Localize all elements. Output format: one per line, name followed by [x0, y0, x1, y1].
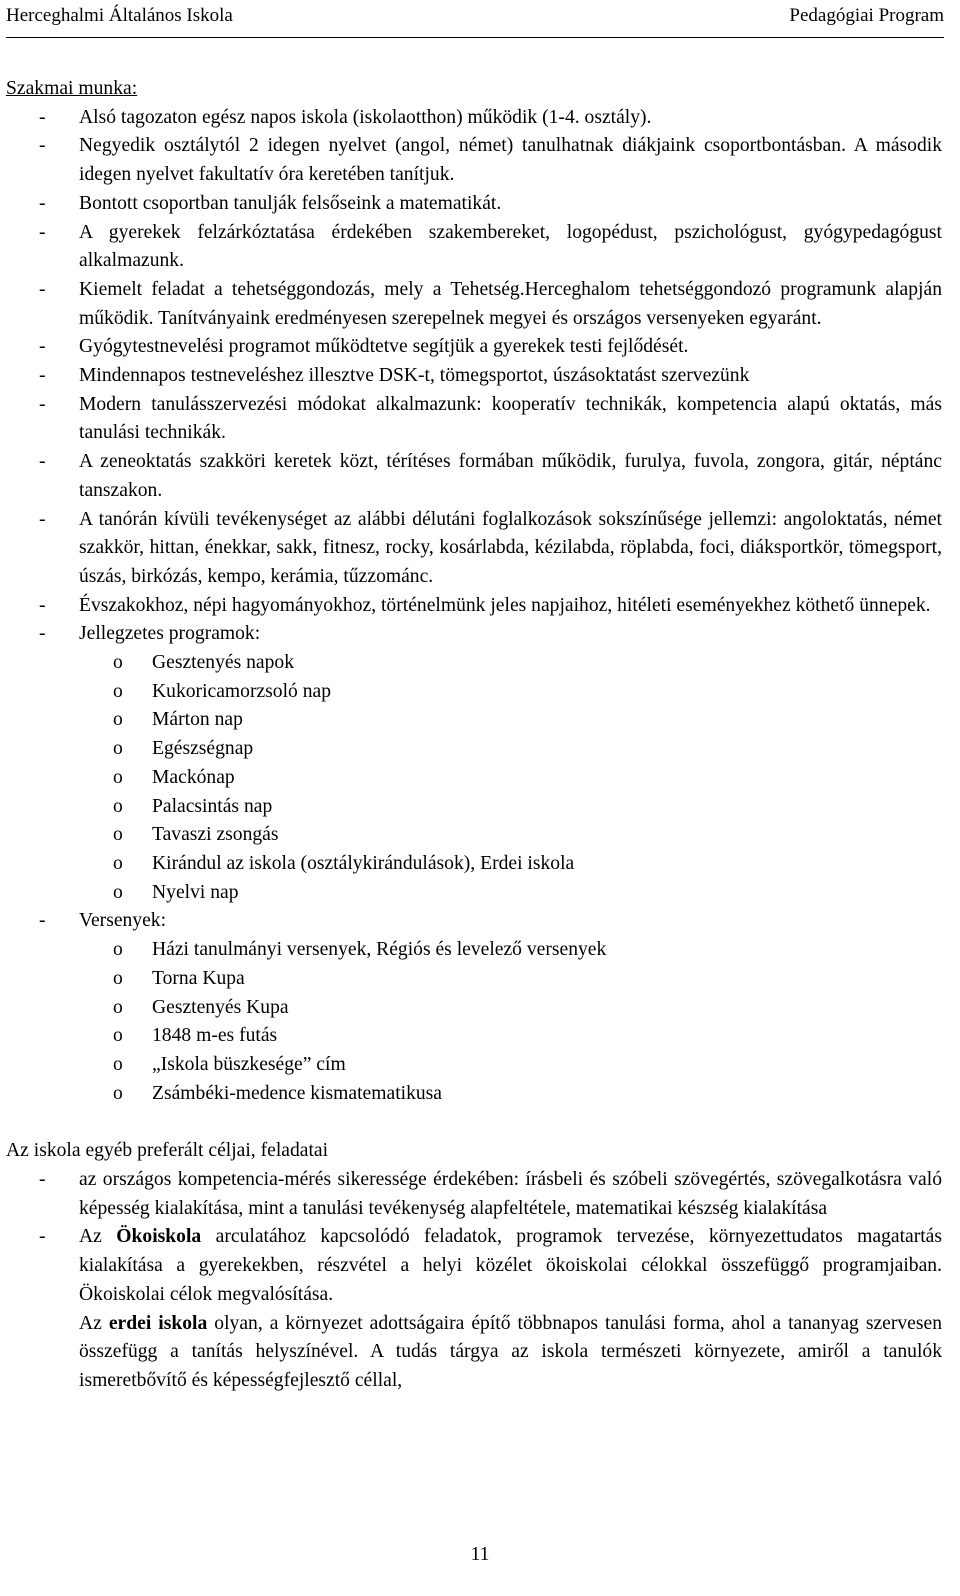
sub-list-item	[79, 850, 942, 879]
header-divider	[6, 37, 944, 38]
competitions-list	[6, 936, 942, 1108]
sub-list-item	[79, 649, 942, 678]
list-item	[6, 132, 942, 189]
list-item-text: Alsó tagozaton egész napos iskola (iskolaotthon) működik (1-4. osztály).	[79, 106, 652, 128]
section-title-other-goals: Az iskola egyéb preferált céljai, feladatai	[6, 1140, 329, 1162]
program-name: Egészségnap	[152, 738, 254, 760]
dash-bullet: -	[39, 1226, 46, 1248]
sub-list-item	[79, 678, 942, 707]
circle-bullet: o	[113, 652, 123, 674]
section-spacer	[6, 1108, 942, 1137]
list-item-text: Gyógytestnevelési programot működtetve segítjük a gyerekek testi fejlődését.	[79, 336, 689, 358]
dash-bullet: -	[39, 1169, 46, 1191]
sub-list-item	[79, 793, 942, 822]
forest-school-term: erdei iskola	[108, 1312, 208, 1334]
program-name: Márton nap	[152, 709, 243, 731]
competitions-label: Versenyek:	[79, 910, 167, 932]
sub-list-item	[79, 735, 942, 764]
program-name: Kirándul az iskola (osztálykirándulások), Erdei iskola	[152, 852, 575, 874]
sub-list-item	[79, 764, 942, 793]
competition-name: Házi tanulmányi versenyek, Régiós és levelező versenyek	[152, 939, 607, 961]
page-header	[6, 5, 944, 31]
list-item-text: A zeneoktatás szakköri keretek közt, térítéses formában működik, furulya, fuvola, zongora, gitár, néptánc tanszakon.	[79, 451, 942, 501]
circle-bullet: o	[113, 1082, 123, 1104]
paragraph-text-pre: Az	[79, 1312, 109, 1334]
circle-bullet: o	[113, 824, 123, 846]
dash-bullet: -	[39, 278, 46, 300]
competition-name: Zsámbéki-medence kismatematikusa	[152, 1082, 442, 1104]
paragraph-text-post: olyan, a környezet adottságaira építő többnapos tanulási forma, ahol a tananyag szervesen összefügg a tanítás helyszínével. A tudás tárgya az iskola természeti környezete, amiről a tanulók ismeretbővítő és képességfejlesztő céllal,	[79, 1312, 942, 1391]
dash-bullet: -	[39, 135, 46, 157]
list-item	[6, 276, 942, 333]
circle-bullet: o	[113, 996, 123, 1018]
list-item	[6, 333, 942, 362]
competitions-heading-list	[6, 907, 942, 936]
sub-list-item	[79, 1080, 942, 1109]
section-title-professional-work: Szakmai munka:	[6, 78, 138, 99]
circle-bullet: o	[113, 709, 123, 731]
list-item	[6, 1223, 942, 1309]
sub-list-item	[79, 1051, 942, 1080]
list-item	[6, 592, 942, 621]
sub-list-item	[79, 706, 942, 735]
list-item	[6, 104, 942, 133]
program-name: Nyelvi nap	[152, 881, 239, 903]
list-item-competitions	[6, 907, 942, 936]
professional-work-list	[6, 104, 942, 649]
list-item-text: Évszakokhoz, népi hagyományokhoz, történelmünk jeles napjaihoz, hitéleti eseményekhez köthető ünnepek.	[79, 594, 931, 616]
sub-list-item	[79, 821, 942, 850]
list-item	[6, 362, 942, 391]
dash-bullet: -	[39, 508, 46, 530]
header-school-name: Herceghalmi Általános Iskola	[6, 5, 233, 26]
list-item	[6, 506, 942, 592]
program-name: Palacsintás nap	[152, 795, 273, 817]
dash-bullet: -	[39, 365, 46, 387]
dash-bullet: -	[39, 594, 46, 616]
dash-bullet: -	[39, 910, 46, 932]
circle-bullet: o	[113, 1025, 123, 1047]
sub-list-item	[79, 936, 942, 965]
list-item-text: az országos kompetencia-mérés sikeressége érdekében: írásbeli és szóbeli szövegértés, szövegalkotásra való képesség kialakítása, mint a tanulási tevékenység alapfeltétele, matematikai készség kialakítása	[79, 1169, 942, 1219]
competition-name: Torna Kupa	[152, 967, 245, 989]
list-item	[6, 219, 942, 276]
list-item-text-post: arculatához kapcsolódó feladatok, programok tervezése, környezettudatos magatartás kialakítása a gyerekekben, részvétel a helyi közélet ökoiskolai célokkal összefüggő programjaiban. Ökoiskolai célok megvalósítása.	[79, 1226, 943, 1305]
sub-list-item	[79, 965, 942, 994]
programs-label: Jellegzetes programok:	[79, 623, 261, 645]
dash-bullet: -	[39, 221, 46, 243]
list-item	[6, 448, 942, 505]
list-item-text: A gyerekek felzárkóztatása érdekében szakembereket, logopédust, pszichológust, gyógypedagógust alkalmazunk.	[79, 221, 942, 272]
sub-list-item	[79, 1022, 942, 1051]
dash-bullet: -	[39, 106, 46, 128]
circle-bullet: o	[113, 1053, 123, 1075]
dash-bullet: -	[39, 393, 46, 415]
competition-name: 1848 m-es futás	[152, 1025, 278, 1047]
program-name: Mackónap	[152, 766, 235, 788]
dash-bullet: -	[39, 623, 46, 645]
circle-bullet: o	[113, 881, 123, 903]
page-content	[6, 75, 942, 1396]
list-item-text: Bontott csoportban tanulják felsőseink a matematikát.	[79, 192, 502, 214]
page-number: 11	[470, 1544, 490, 1565]
dash-bullet: -	[39, 192, 46, 214]
list-item-text: Negyedik osztálytól 2 idegen nyelvet (angol, német) tanulhatnak diákjaink csoportbontásban. A második idegen nyelvet fakultatív óra keretében tanítjuk.	[79, 135, 942, 186]
circle-bullet: o	[113, 680, 123, 702]
competition-name: Gesztenyés Kupa	[152, 996, 289, 1018]
circle-bullet: o	[113, 967, 123, 989]
list-item	[6, 1166, 942, 1223]
program-name: Tavaszi zsongás	[152, 824, 279, 846]
circle-bullet: o	[113, 852, 123, 874]
header-document-title: Pedagógiai Program	[789, 5, 944, 26]
other-goals-list	[6, 1166, 942, 1310]
list-item-text: Mindennapos testneveléshez illesztve DSK-t, tömegsportot, úszásoktatást szervezünk	[79, 365, 750, 387]
list-item	[6, 190, 942, 219]
program-name: Gesztenyés napok	[152, 652, 295, 674]
circle-bullet: o	[113, 939, 123, 961]
circle-bullet: o	[113, 766, 123, 788]
list-item-programs	[6, 620, 942, 649]
eco-school-term: Ökoiskola	[116, 1226, 202, 1248]
dash-bullet: -	[39, 336, 46, 358]
list-item-text: A tanórán kívüli tevékenységet az alábbi délutáni foglalkozások sokszínűsége jellemzi: angoloktatás, német szakkör, hittan, énekkar, sakk, fitnesz, rocky, kosárlabda, kézilabda, röplabda, foci, diáksportkör, tömegsport, úszás, birkózás, kempo, kerámia, tűzzománc.	[79, 508, 942, 587]
dash-bullet: -	[39, 451, 46, 473]
circle-bullet: o	[113, 795, 123, 817]
list-item-text: Modern tanulásszervezési módokat alkalmazunk: kooperatív technikák, kompetencia alapú oktatás, más tanulási technikák.	[79, 393, 942, 444]
program-name: Kukoricamorzsoló nap	[152, 680, 332, 702]
programs-list	[6, 649, 942, 907]
list-item-text-pre: Az	[79, 1226, 117, 1248]
forest-school-paragraph	[6, 1310, 942, 1396]
sub-list-item	[79, 879, 942, 908]
competition-name: „Iskola büszkesége” cím	[152, 1053, 346, 1075]
list-item	[6, 391, 942, 448]
sub-list-item	[79, 994, 942, 1023]
list-item-text: Kiemelt feladat a tehetséggondozás, mely a Tehetség.Herceghalom tehetséggondozó programunk alapján működik. Tanítványaink eredményesen szerepelnek megyei és országos versenyeken egyaránt.	[79, 278, 942, 329]
circle-bullet: o	[113, 738, 123, 760]
